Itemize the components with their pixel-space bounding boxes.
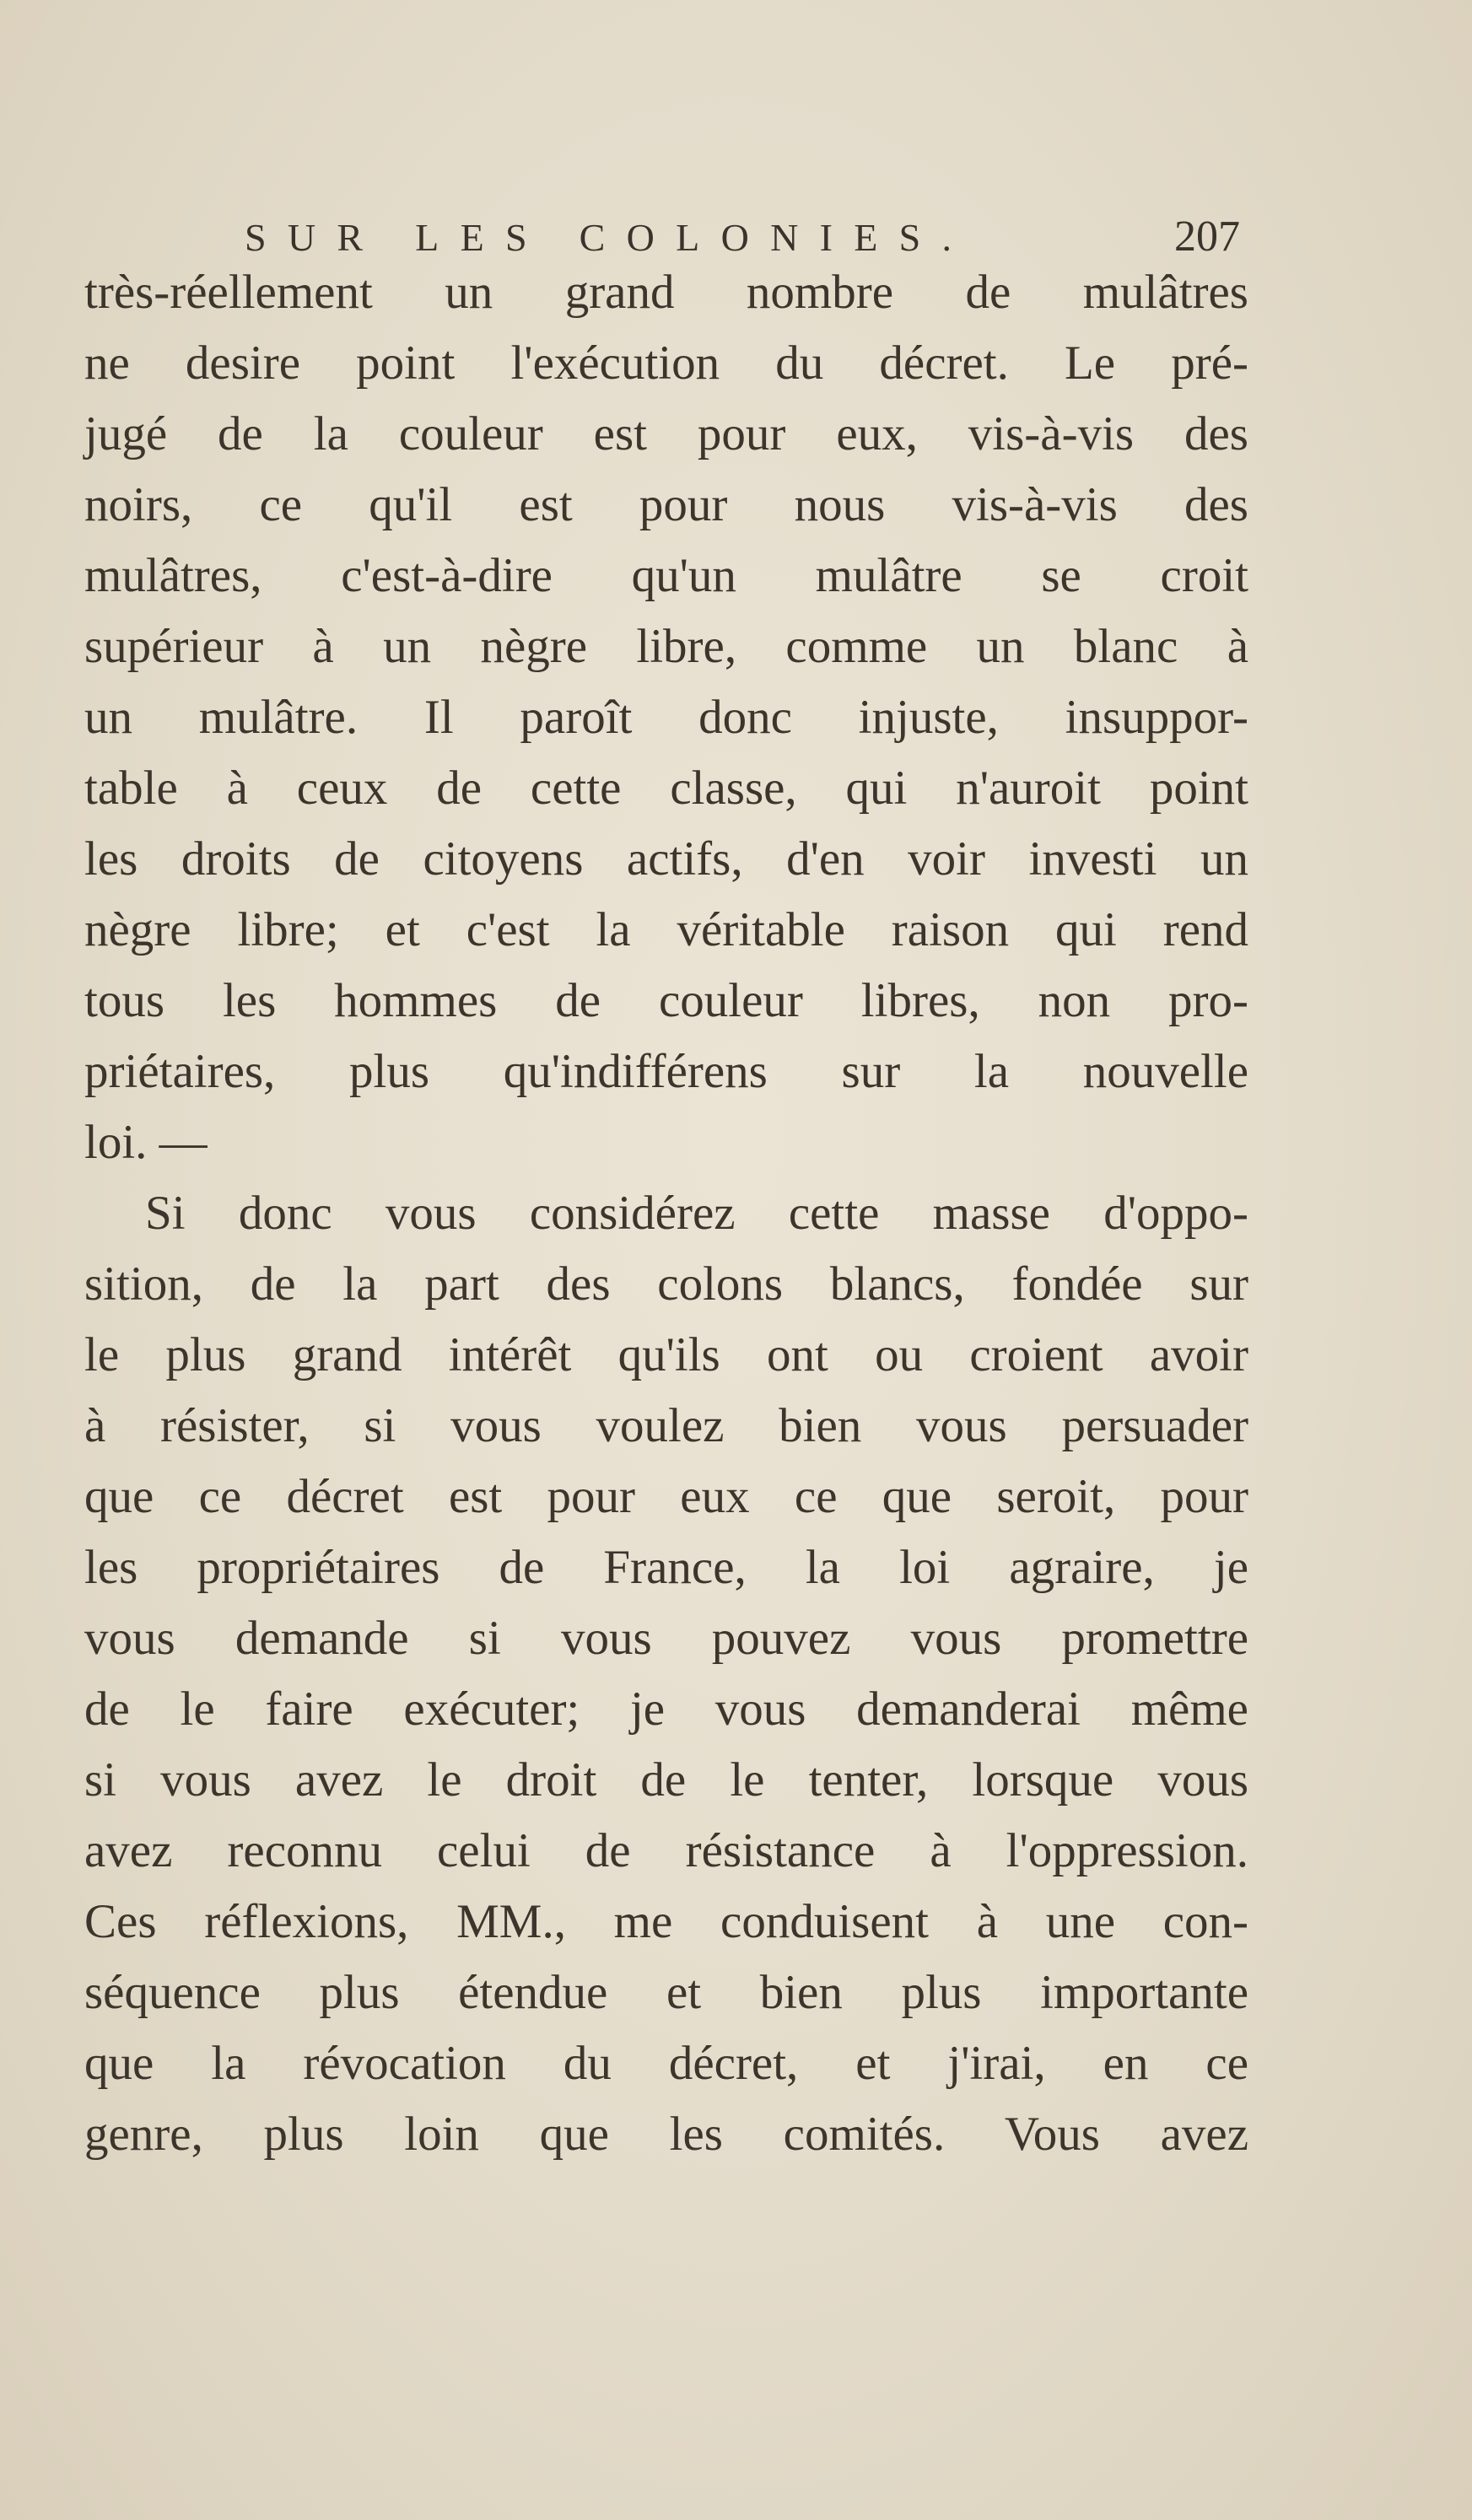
text-line: jugé de la couleur est pour eux, vis-à-vis des bbox=[84, 407, 1248, 460]
text-line: Ces réflexions, MM., me conduisent à une con- bbox=[84, 1895, 1248, 1948]
text-line: un mulâtre. Il paroît donc injuste, insuppor- bbox=[84, 691, 1248, 744]
text-line: de le faire exécuter; je vous demanderai même bbox=[84, 1683, 1248, 1736]
text-line: tous les hommes de couleur libres, non pro- bbox=[84, 974, 1248, 1027]
body-text bbox=[84, 257, 1248, 2170]
text-line: les droits de citoyens actifs, d'en voir investi un bbox=[84, 832, 1248, 886]
text-line: avez reconnu celui de résistance à l'oppression. bbox=[84, 1824, 1248, 1877]
running-title: SUR LES COLONIES. bbox=[245, 216, 973, 259]
text-line: que ce décret est pour eux ce que seroit, pour bbox=[84, 1470, 1248, 1523]
text-line: séquence plus étendue et bien plus importante bbox=[84, 1966, 1248, 2019]
text-line: supérieur à un nègre libre, comme un blanc à bbox=[84, 620, 1248, 673]
text-line: genre, plus loin que les comités. Vous avez bbox=[84, 2108, 1248, 2161]
text-line: les propriétaires de France, la loi agraire, je bbox=[84, 1541, 1248, 1594]
text-line: sition, de la part des colons blancs, fondée sur bbox=[84, 1257, 1248, 1311]
text-line: le plus grand intérêt qu'ils ont ou croient avoir bbox=[84, 1328, 1248, 1381]
text-line: table à ceux de cette classe, qui n'auroit point bbox=[84, 762, 1248, 815]
text-line: nègre libre; et c'est la véritable raison qui rend bbox=[84, 903, 1248, 956]
text-line: priétaires, plus qu'indifférens sur la nouvelle bbox=[84, 1045, 1248, 1098]
page-number: 207 bbox=[1174, 213, 1240, 261]
text-line: loi. — bbox=[84, 1116, 208, 1169]
text-line: noirs, ce qu'il est pour nous vis-à-vis des bbox=[84, 478, 1248, 531]
text-line: mulâtres, c'est-à-dire qu'un mulâtre se croit bbox=[84, 549, 1248, 602]
text-line: très-réellement un grand nombre de mulâtres bbox=[84, 266, 1248, 319]
text-line: si vous avez le droit de le tenter, lorsque vous bbox=[84, 1753, 1248, 1807]
text-line: à résister, si vous voulez bien vous persuader bbox=[84, 1399, 1248, 1452]
text-line: que la révocation du décret, et j'irai, en ce bbox=[84, 2037, 1248, 2090]
text-line: ne desire point l'exécution du décret. Le pré- bbox=[84, 337, 1248, 390]
text-line: Si donc vous considérez cette masse d'oppo- bbox=[145, 1187, 1248, 1240]
text-line: vous demande si vous pouvez vous promettre bbox=[84, 1612, 1248, 1665]
